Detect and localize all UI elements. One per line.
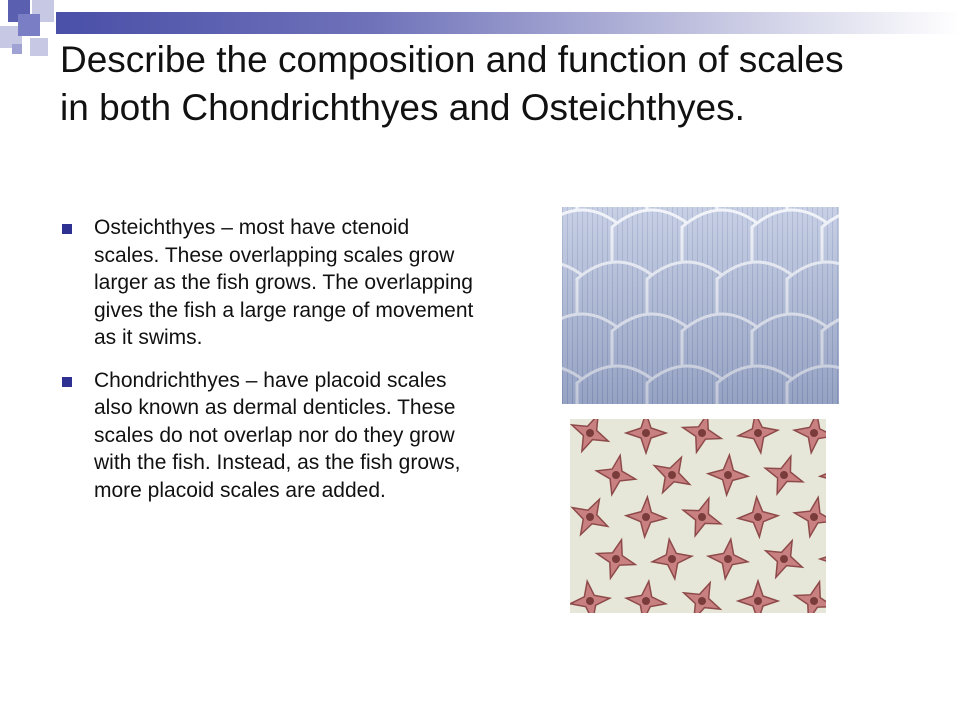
bullet-osteichthyes <box>60 214 480 352</box>
square-bullet-icon <box>62 224 72 234</box>
placoid-scales-image <box>570 419 826 613</box>
bullet-text: Osteichthyes – most have ctenoid scales. These overlapping scales grow larger as the fish grows. The overlapping gives the fish a large range of movement as it swims. <box>94 216 474 349</box>
square-bullet-icon <box>62 377 72 387</box>
bullet-chondrichthyes <box>60 367 480 505</box>
ctenoid-scales-image <box>562 207 839 404</box>
title-bar-gradient <box>56 12 960 34</box>
bullet-text: Chondrichthyes – have placoid scales also known as dermal denticles. These scales do not overlap nor do they grow with the fish. Instead, as the fish grows, more placoid scales are added. <box>94 368 461 502</box>
slide-title: Describe the composition and function of scales in both Chondrichthyes and Osteichthyes. <box>60 39 844 128</box>
bullet-list <box>60 214 480 519</box>
